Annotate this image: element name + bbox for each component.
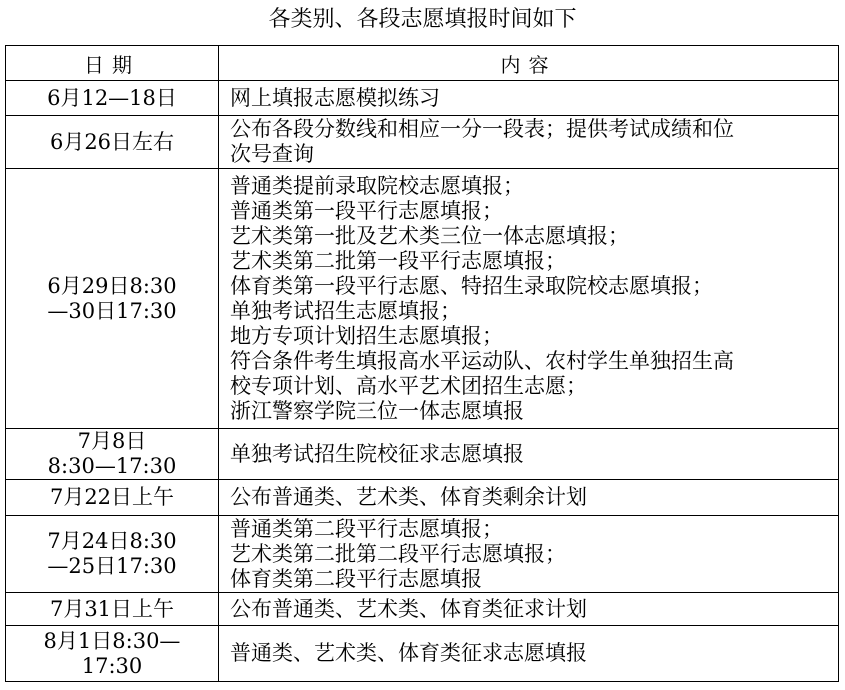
date-line: 17:30 <box>81 653 143 678</box>
content-cell <box>219 81 839 116</box>
content-cell <box>219 516 839 593</box>
date-line: 7月22日上午 <box>49 485 175 509</box>
date-line: 6月26日左右 <box>49 129 175 154</box>
date-line: —25日17:30 <box>47 554 177 578</box>
content-cell <box>219 626 839 682</box>
table-row <box>6 116 839 169</box>
content-cell <box>219 169 839 429</box>
date-cell <box>6 81 219 116</box>
date-line: —30日17:30 <box>47 298 177 323</box>
content-line: 公布普通类、艺术类、体育类征求计划 <box>230 596 587 621</box>
content-cell <box>219 116 839 169</box>
content-line: 次号查询 <box>230 142 314 166</box>
date-cell <box>6 626 219 682</box>
table-row <box>6 593 839 626</box>
content-line: 公布各段分数线和相应一分一段表；提供考试成绩和位 <box>230 117 734 141</box>
content-line: 公布普通类、艺术类、体育类剩余计划 <box>230 485 587 509</box>
content-cell <box>219 593 839 626</box>
content-line: 符合条件考生填报高水平运动队、农村学生单独招生高 <box>230 348 734 373</box>
content-cell <box>219 429 839 480</box>
date-cell <box>6 429 219 480</box>
date-line: 7月31日上午 <box>49 596 175 621</box>
table-row <box>6 81 839 116</box>
date-line: 8月1日8:30— <box>43 628 181 653</box>
content-line: 浙江警察学院三位一体志愿填报 <box>230 398 524 423</box>
table-row <box>6 626 839 682</box>
content-line: 普通类提前录取院校志愿填报； <box>230 173 524 198</box>
table-body <box>6 81 839 682</box>
date-line: 7月24日8:30 <box>47 529 177 553</box>
content-line: 普通类第二段平行志愿填报； <box>230 516 503 541</box>
content-line: 单独考试招生志愿填报； <box>230 298 461 323</box>
content-cell <box>219 480 839 516</box>
date-line: 6月12—18日 <box>47 85 177 110</box>
content-line: 单独考试招生院校征求志愿填报 <box>230 441 524 466</box>
date-line: 8:30—17:30 <box>47 454 177 478</box>
date-cell <box>6 169 219 429</box>
table-row <box>6 169 839 429</box>
header-content: 内容 <box>219 46 839 81</box>
date-cell <box>6 116 219 169</box>
schedule-table <box>5 45 839 682</box>
date-cell <box>6 593 219 626</box>
date-cell <box>6 480 219 516</box>
table-row <box>6 516 839 593</box>
content-line: 网上填报志愿模拟练习 <box>230 85 440 110</box>
content-line: 体育类第二段平行志愿填报 <box>230 566 482 591</box>
date-line: 7月8日 <box>77 429 147 453</box>
content-line: 艺术类第二批第二段平行志愿填报； <box>230 541 566 566</box>
content-line: 普通类、艺术类、体育类征求志愿填报 <box>230 641 587 665</box>
content-line: 地方专项计划招生志愿填报； <box>230 323 503 348</box>
header-date: 日期 <box>6 46 219 81</box>
content-line: 艺术类第二批第一段平行志愿填报； <box>230 248 566 273</box>
content-line: 校专项计划、高水平艺术团招生志愿； <box>230 373 587 398</box>
content-line: 艺术类第一批及艺术类三位一体志愿填报； <box>230 223 629 248</box>
content-line: 普通类第一段平行志愿填报； <box>230 198 503 223</box>
date-cell <box>6 516 219 593</box>
date-line: 6月29日8:30 <box>47 273 177 298</box>
page-title: 各类别、各段志愿填报时间如下 <box>268 7 577 32</box>
table-row <box>6 429 839 480</box>
table-row <box>6 480 839 516</box>
table-header-row <box>6 46 839 81</box>
content-line: 体育类第一段平行志愿、特招生录取院校志愿填报； <box>230 273 713 298</box>
